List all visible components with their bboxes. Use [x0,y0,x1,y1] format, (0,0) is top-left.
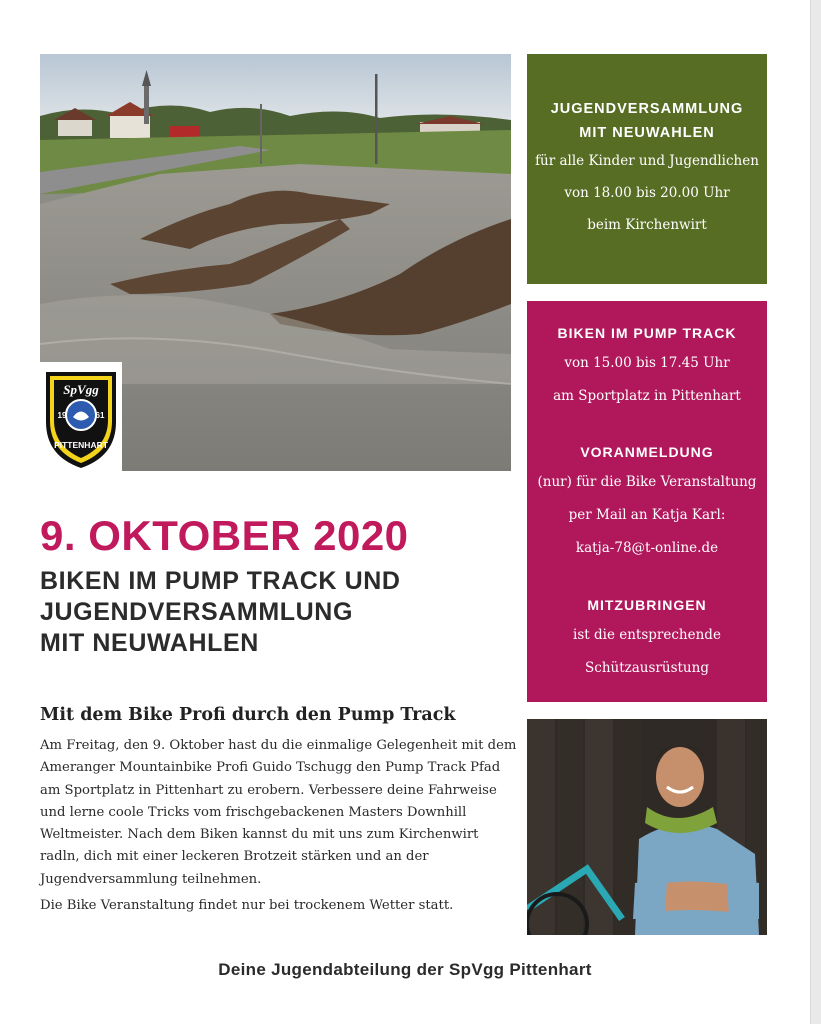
section-line: von 15.00 bis 17.45 Uhr [564,355,730,371]
event-headline [40,566,520,659]
voranmeldung-section [527,442,767,565]
section-line: (nur) für die Bike Veranstaltung [537,474,757,490]
logo-bottom-text: PITTENHART [54,440,108,450]
headline-line: BIKEN IM PUMP TRACK UND [40,567,401,595]
contact-email[interactable]: katja-78@t-online.de [575,540,719,556]
headline-line: MIT NEUWAHLEN [40,629,259,657]
green-box-line: von 18.00 bis 20.00 Uhr [564,185,730,201]
section-heading: VORANMELDUNG [580,444,714,460]
green-box-heading: MIT NEUWAHLEN [579,125,715,141]
intro-line: Am Freitag, den 9. Oktober hast du die einmalige Gelegenheit mit dem [40,738,517,753]
green-box-line: beim Kirchenwirt [587,217,707,233]
intro-line: Ameranger Mountainbike Profi Guido Tschugg den Pump Track Pfad [40,760,501,776]
intro-line: Jugendversammlung teilnehmen. [40,871,262,887]
footer-signature: Deine Jugendabteilung der SpVgg Pittenhart [218,960,592,979]
headline-line: JUGENDVERSAMMLUNG [40,598,353,626]
info-box [527,301,767,702]
intro-line: am Sportplatz in Pittenhart zu erobern. Verbessere deine Fahrweise [40,782,497,798]
intro-title: Mit dem Bike Profi durch den Pump Track [40,705,456,725]
section-line: am Sportplatz in Pittenhart [553,388,741,404]
intro-line: und lerne coole Tricks vom frischgebackenen Masters Downhill [40,804,467,820]
section-line: ist die entsprechende [573,627,721,643]
club-logo [40,362,122,472]
logo-year-left: 19 [57,411,67,420]
section-line: Schützausrüstung [585,660,709,676]
logo-year-right: 61 [95,411,105,420]
section-line: per Mail an Katja Karl: [568,507,726,523]
intro-paragraph [40,735,517,891]
rider-portrait-photo [527,719,767,935]
page-edge [810,0,821,1024]
intro-line: Weltmeister. Nach dem Biken kannst du mit uns zum Kirchenwirt [40,827,479,843]
mitzubringen-section [527,595,767,685]
section-heading: MITZUBRINGEN [587,597,707,613]
event-date: 9. OKTOBER 2020 [40,512,409,559]
jugendversammlung-box [527,54,767,284]
intro-line: radln, dich mit einer leckeren Brotzeit stärken und an der [40,849,429,865]
weather-note: Die Bike Veranstaltung findet nur bei trockenem Wetter statt. [40,898,454,913]
section-heading: BIKEN IM PUMP TRACK [557,325,737,341]
green-box-heading: JUGENDVERSAMMLUNG [550,101,744,117]
logo-top-text: SpVgg [63,382,99,397]
green-box-line: für alle Kinder und Jugendlichen [535,153,759,169]
pump-track-section [527,323,767,413]
